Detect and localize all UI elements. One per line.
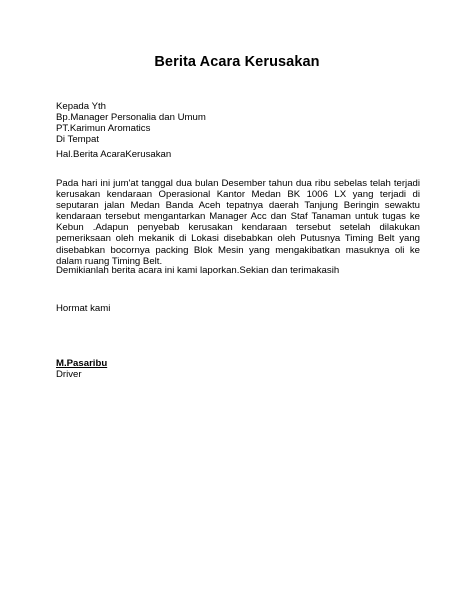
recipient-line-2: Bp.Manager Personalia dan Umum	[56, 112, 206, 123]
subject-line: Hal.Berita AcaraKerusakan	[56, 149, 172, 160]
body-paragraph: Pada hari ini jum'at tanggal dua bulan Desember tahun dua ribu sebelas telah terjadi kerusakan kendaraan Operasional Kantor Medan BK 1006 LX yang terjadi di seputaran jalan Medan Banda Aceh tepatnya daerah Tanjung Beringin sewaktu kendaraan tersebut mengantarkan Manager Acc dan Staf Tanaman untuk tugas ke Kebun .Adapun penyebab kerusakan kendaraan tersebut setelah dilakukan pemeriksaan oleh mekanik di Lokasi disebabkan oleh Putusnya Timing Belt yang disebabkan bocornya packing Blok Mesin yang mengakibatkan masuknya oli ke dalam ruang Timing Belt.	[56, 178, 420, 267]
closing-paragraph: Demikianlah berita acara ini kami laporkan.Sekian dan terimakasih	[56, 265, 340, 276]
regards-line: Hormat kami	[56, 303, 111, 314]
signer-name: M.Pasaribu	[56, 358, 108, 369]
recipient-line-4: Di Tempat	[56, 134, 100, 145]
recipient-address	[56, 101, 420, 145]
recipient-line-1: Kepada Yth	[56, 101, 106, 112]
recipient-line-3: PT.Karimun Aromatics	[56, 123, 151, 134]
signer-role: Driver	[56, 369, 82, 380]
document-title: Berita Acara Kerusakan	[154, 54, 320, 70]
